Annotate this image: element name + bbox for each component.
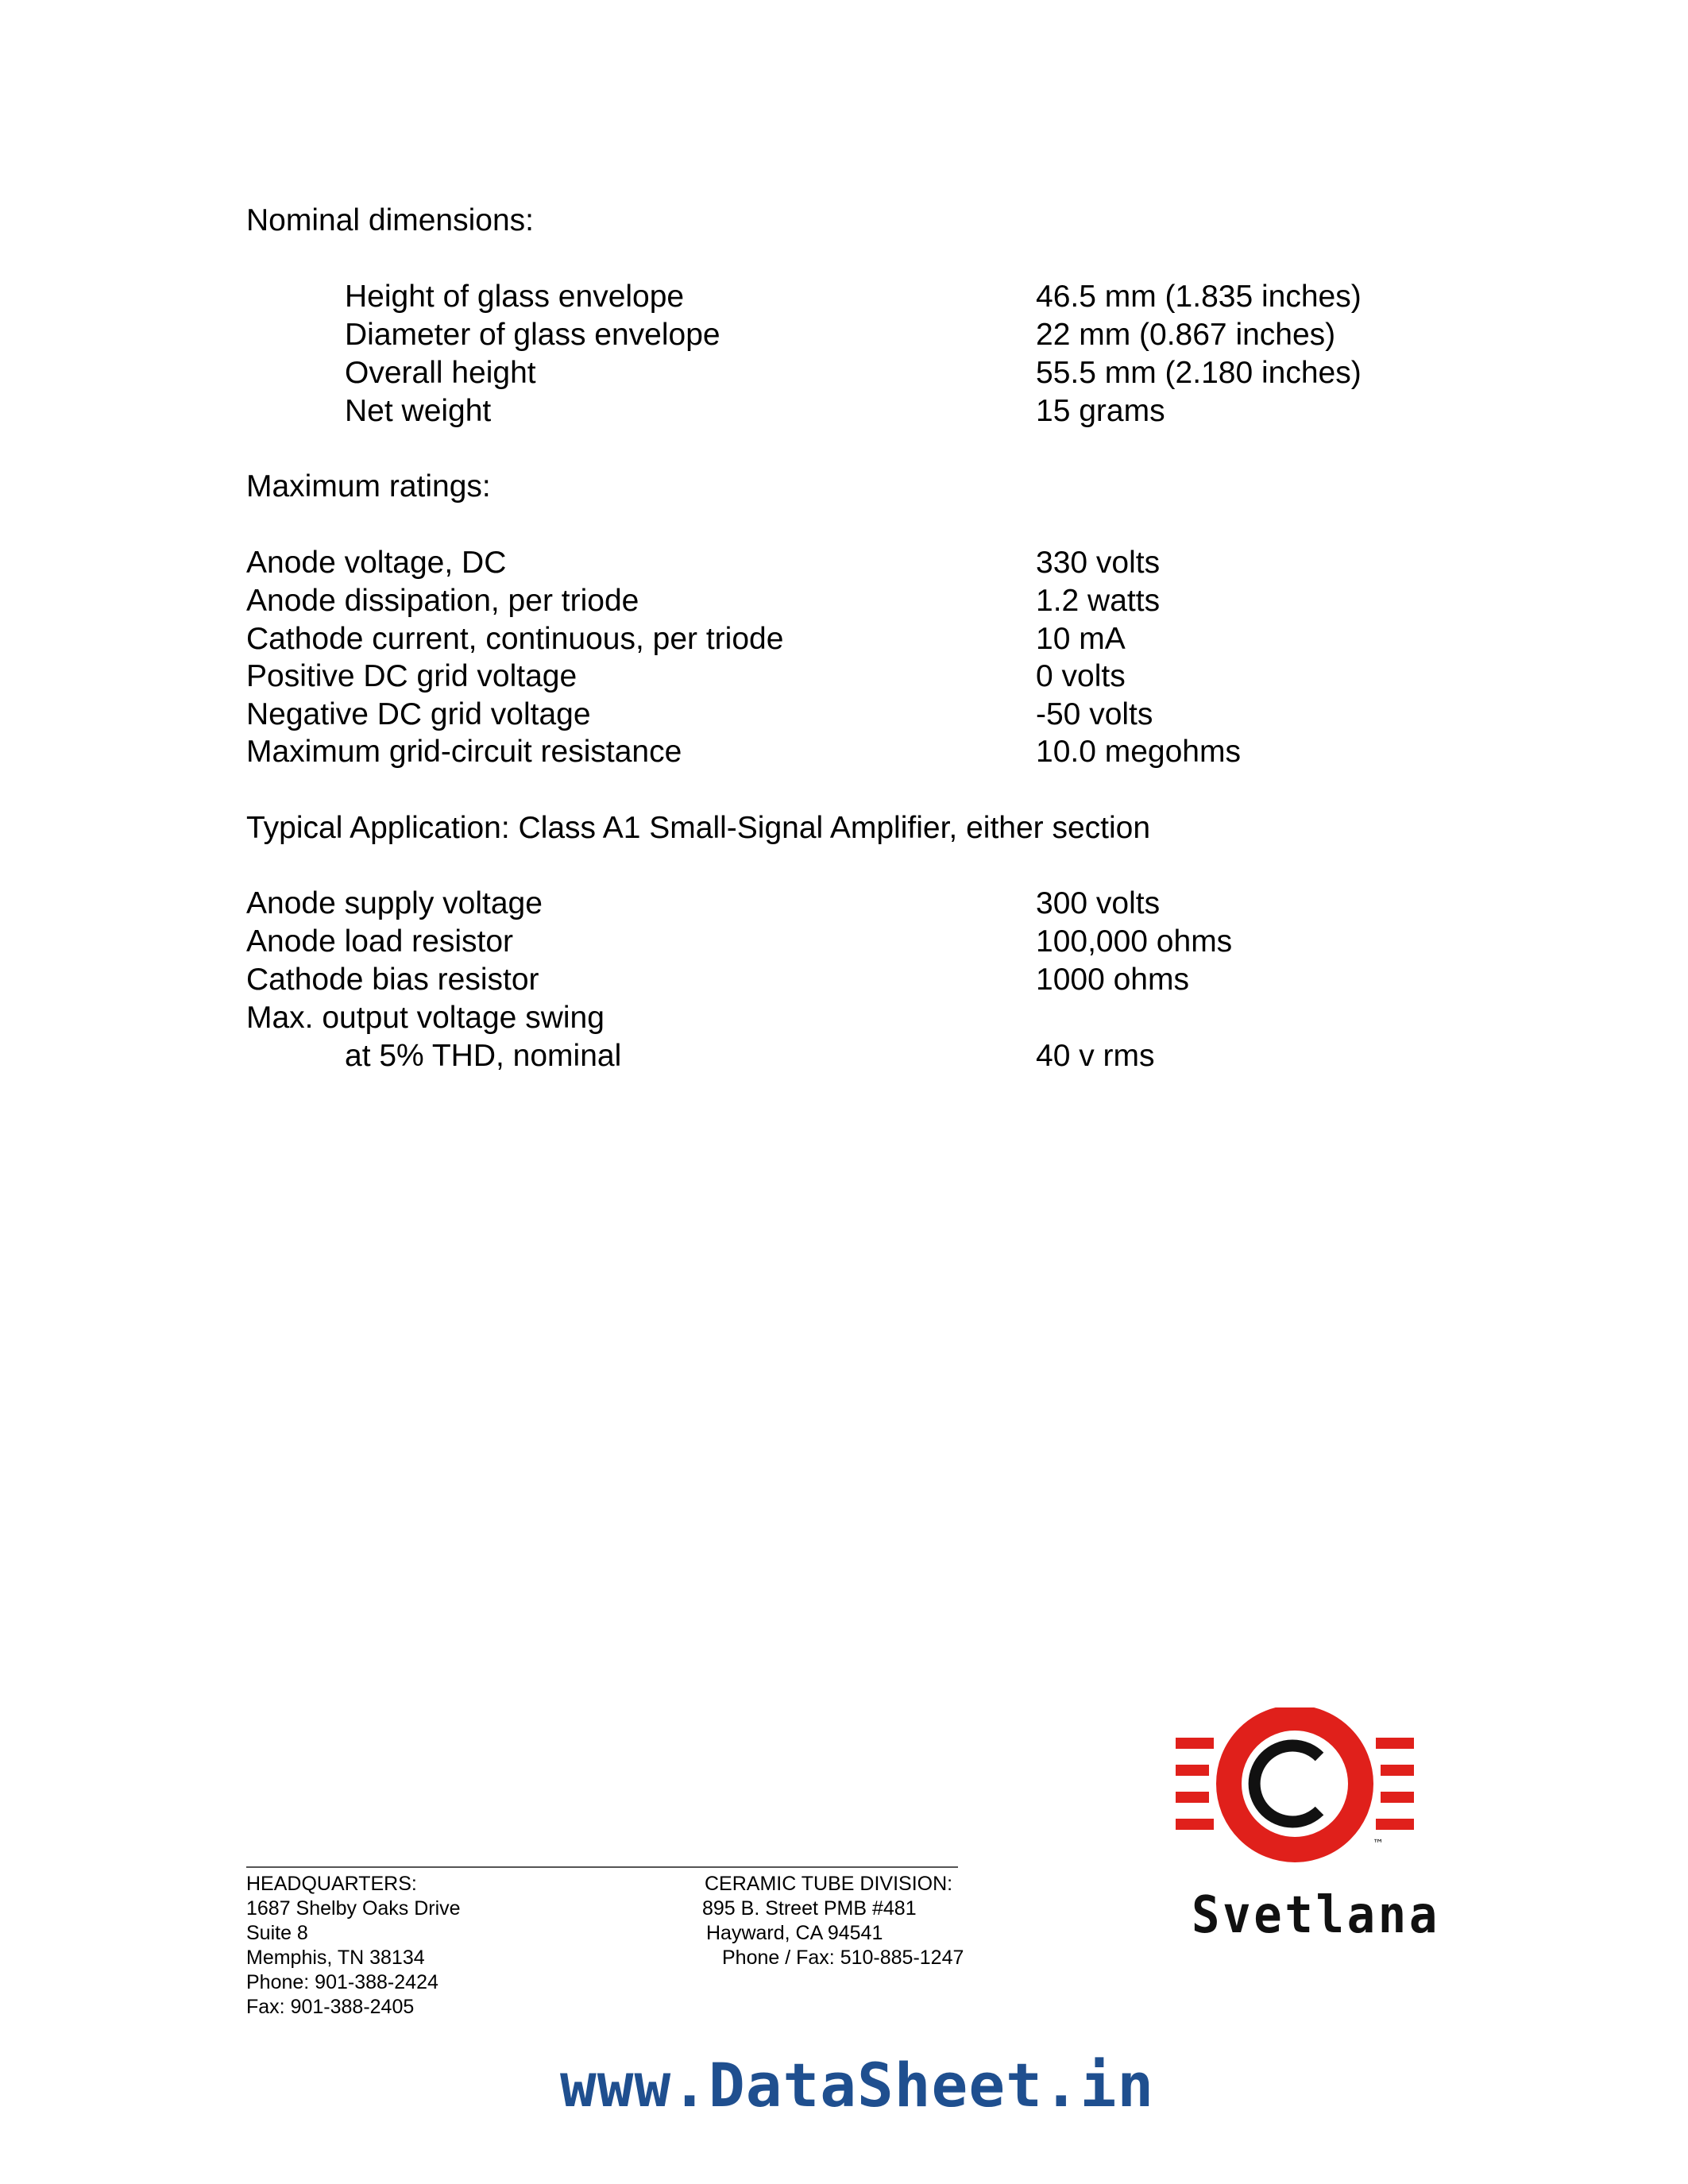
hq-address-line: Memphis, TN 38134 [246,1947,425,1969]
application-label: at 5% THD, nominal [345,1039,622,1073]
logo-stripe [1176,1765,1209,1776]
rating-label: Negative DC grid voltage [246,697,591,731]
dimension-value: 15 grams [1036,394,1165,428]
rating-value: 0 volts [1036,659,1126,693]
footer-divider [246,1866,958,1868]
ratings-heading: Maximum ratings: [246,469,491,504]
hq-fax: Fax: 901-388-2405 [246,1996,415,2018]
dimension-label: Net weight [345,394,492,428]
application-label: Cathode bias resistor [246,963,539,997]
rating-value: 10 mA [1036,622,1126,656]
logo-stripe [1176,1738,1214,1749]
dimension-label: Height of glass envelope [345,280,685,314]
application-value: 300 volts [1036,886,1161,920]
dimension-value: 46.5 mm (1.835 inches) [1036,280,1362,314]
application-value: 40 v rms [1036,1039,1155,1073]
hq-address-line: Suite 8 [246,1922,308,1944]
ceramic-phone-fax: Phone / Fax: 510-885-1247 [722,1947,964,1969]
rating-label: Maximum grid-circuit resistance [246,735,682,769]
logo-trademark: ™ [1373,1838,1384,1850]
svetlana-brand-text: Svetlana [1192,1886,1441,1945]
logo-stripe [1381,1792,1414,1803]
rating-value: -50 volts [1036,697,1153,731]
dimension-label: Diameter of glass envelope [345,318,720,352]
rating-value: 10.0 megohms [1036,735,1241,769]
rating-label: Anode voltage, DC [246,546,507,580]
dimension-value: 22 mm (0.867 inches) [1036,318,1336,352]
application-value: 100,000 ohms [1036,924,1233,959]
dimension-label: Overall height [345,356,536,390]
application-label: Anode load resistor [246,924,514,959]
datasheet-watermark: www.DataSheet.in [560,2050,1155,2120]
rating-label: Positive DC grid voltage [246,659,577,693]
svetlana-logo-icon [1176,1707,1414,1866]
ceramic-address-line: Hayward, CA 94541 [706,1922,883,1944]
rating-label: Cathode current, continuous, per triode [246,622,784,656]
logo-stripe [1376,1738,1414,1749]
hq-phone: Phone: 901-388-2424 [246,1971,438,1993]
hq-address-line: 1687 Shelby Oaks Drive [246,1897,461,1920]
hq-title: HEADQUARTERS: [246,1873,417,1895]
rating-value: 1.2 watts [1036,584,1161,618]
rating-value: 330 volts [1036,546,1161,580]
application-label: Max. output voltage swing [246,1001,605,1035]
ceramic-address-line: 895 B. Street PMB #481 [702,1897,917,1920]
application-value: 1000 ohms [1036,963,1189,997]
logo-stripe [1376,1819,1414,1830]
application-label: Anode supply voltage [246,886,543,920]
logo-stripe [1381,1765,1414,1776]
logo-stripe [1176,1819,1214,1830]
ceramic-title: CERAMIC TUBE DIVISION: [705,1873,953,1895]
rating-label: Anode dissipation, per triode [246,584,639,618]
dimension-value: 55.5 mm (2.180 inches) [1036,356,1362,390]
logo-stripe [1176,1792,1209,1803]
application-heading: Typical Application: Class A1 Small-Signal Amplifier, either section [246,811,1151,845]
dimensions-heading: Nominal dimensions: [246,203,534,237]
